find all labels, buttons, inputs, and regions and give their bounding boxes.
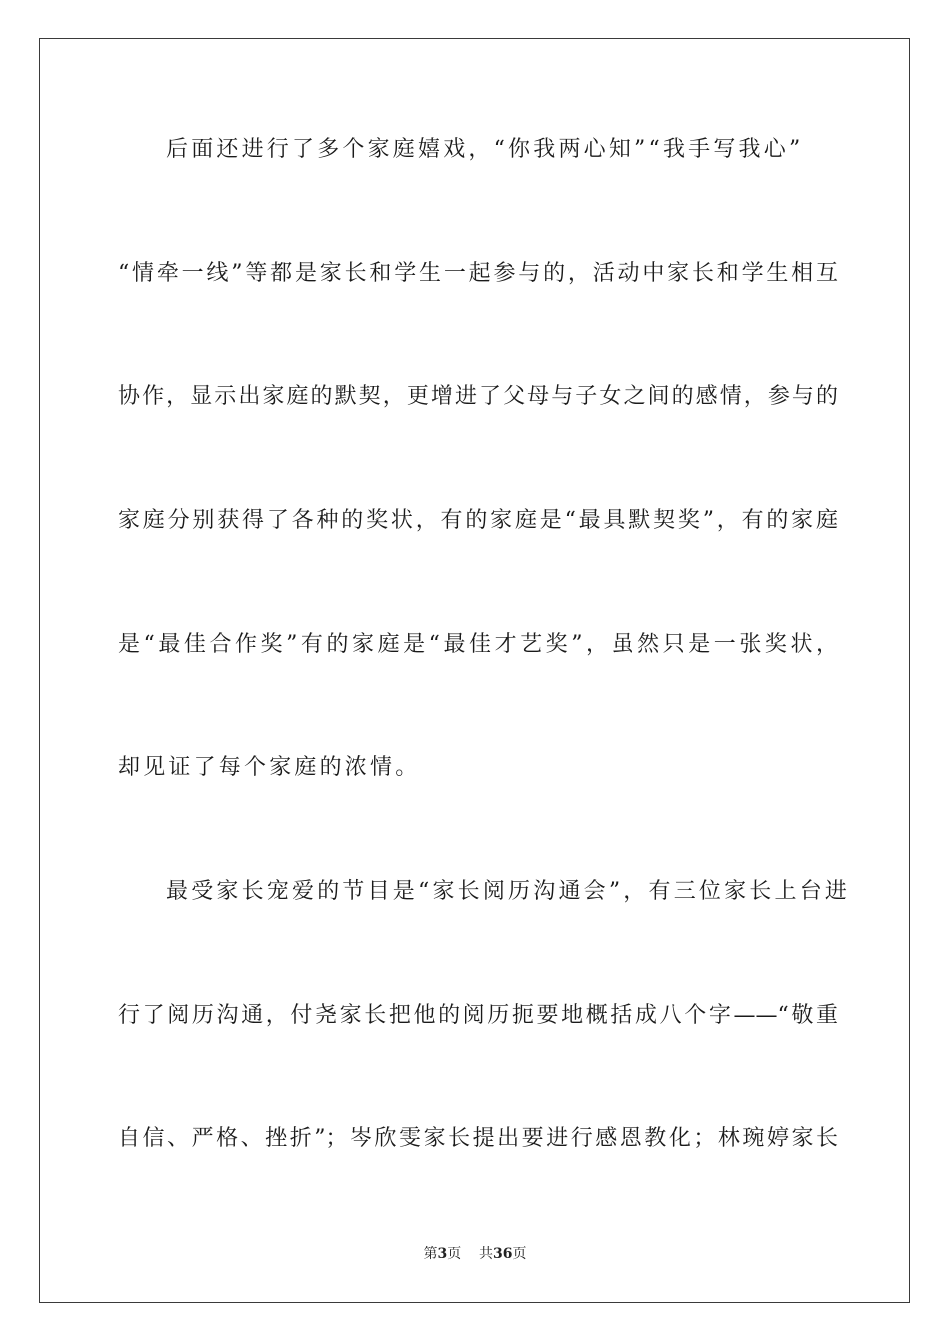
paragraph-1-line-3: 协作，显示出家庭的默契，更增进了父母与子女之间的感情，参与的: [118, 384, 838, 409]
paragraph-1-line-1: 后面还进行了多个家庭嬉戏，“你我两心知”“我手写我心”: [166, 137, 804, 162]
page-footer: [0, 1244, 950, 1264]
paragraph-2-line-3: 自信、严格、挫折”；岑欣雯家长提出要进行感恩教化；林琬婷家长: [118, 1126, 838, 1151]
page-border: [39, 38, 910, 1303]
footer-page-prefix: 第: [423, 1246, 438, 1262]
paragraph-1-line-2: “情牵一线”等都是家长和学生一起参与的，活动中家长和学生相互: [118, 261, 838, 286]
paragraph-2-line-1: 最受家长宠爱的节目是“家长阅历沟通会”，有三位家长上台进: [166, 879, 851, 904]
footer-page-suffix: 页: [447, 1246, 462, 1262]
paragraph-1-line-6: 却见证了每个家庭的浓情。: [118, 755, 421, 780]
footer-page-number: 3: [437, 1246, 448, 1262]
footer-total-suffix: 页: [512, 1246, 527, 1262]
paragraph-2-line-2: 行了阅历沟通，付尧家长把他的阅历扼要地概括成八个字——“敬重: [118, 1003, 838, 1028]
paragraph-1-line-5: 是“最佳合作奖”有的家庭是“最佳才艺奖”，虽然只是一张奖状，: [118, 632, 838, 657]
footer-total-prefix: 共: [479, 1246, 494, 1262]
footer-total-pages: 36: [493, 1246, 513, 1262]
paragraph-1-line-4: 家庭分别获得了各种的奖状，有的家庭是“最具默契奖”，有的家庭: [118, 508, 838, 533]
